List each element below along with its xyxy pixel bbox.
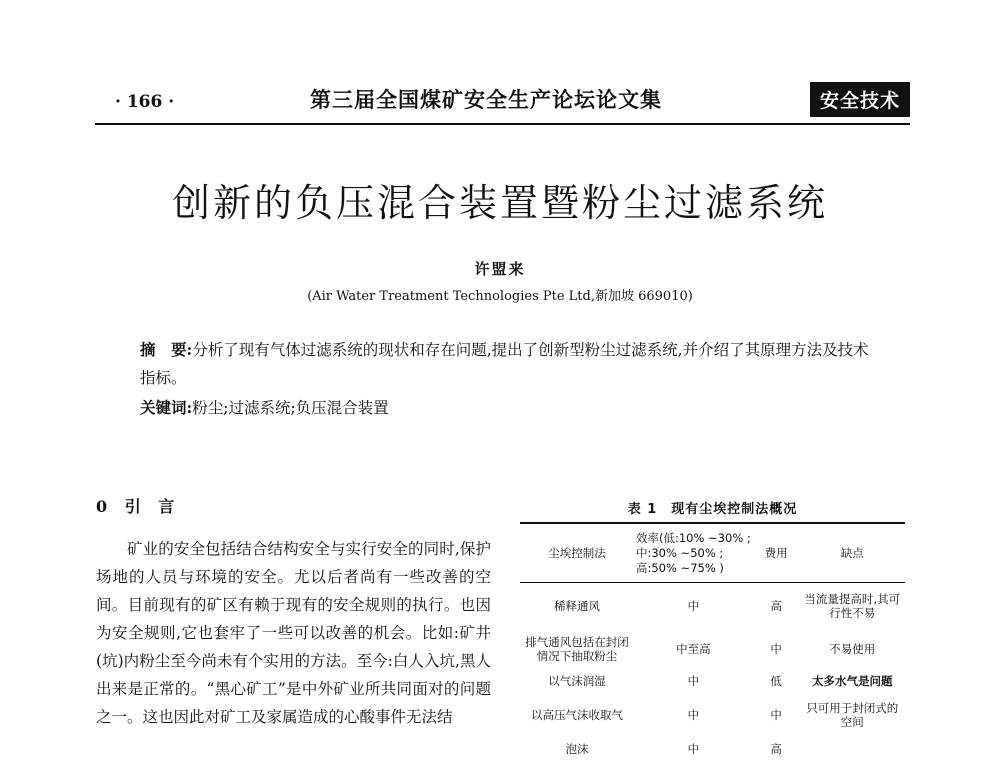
table-row xyxy=(520,693,905,737)
header-cost: 费用 xyxy=(764,545,788,560)
cell-efficiency: 中至高 xyxy=(676,641,711,656)
keywords xyxy=(140,396,880,420)
cell-drawback: 不易使用 xyxy=(829,641,876,656)
table-header-row xyxy=(520,523,905,583)
table-row xyxy=(520,737,905,761)
header-drawback: 缺点 xyxy=(840,545,864,560)
running-title: 第三届全国煤矿安全生产论坛论文集 xyxy=(310,88,662,112)
body-paragraph: 矿业的安全包括结合结构安全与实行安全的同时,保护场地的人员与环境的安全。尤以后者尚有一些改善的空间。目前现有的矿区有赖于现有的安全规则的执行。也因为安全规则,它也套牢了一些可以改善的机会。比如:矿井(坑)内粉尘至今尚未有个实用的方法。至今:白人入坑,黑人出来是正常的。“黑心矿工”是中外矿业所共同面对的问题之一。这也因此对矿工及家属造成的心酸事件无法结 xyxy=(96,540,491,726)
keywords-label: 关键词: xyxy=(140,398,193,417)
cell-efficiency: 中 xyxy=(687,741,700,756)
cell-efficiency: 中 xyxy=(687,673,700,688)
table-caption: 表 1 现有尘埃控制法概况 xyxy=(627,502,798,517)
cell-cost: 低 xyxy=(770,673,782,688)
page-number: · 166 · xyxy=(115,92,175,112)
header-method: 尘埃控制法 xyxy=(548,545,606,560)
cell-method: 排气通风包括在封闭情况下抽取粉尘 xyxy=(525,634,629,663)
cell-efficiency: 中 xyxy=(687,598,700,613)
article-title: 创新的负压混合装置暨粉尘过滤系统 xyxy=(171,181,828,225)
cell-cost: 高 xyxy=(770,598,782,613)
cell-cost: 中 xyxy=(770,707,782,722)
section-badge: 安全技术 xyxy=(810,82,910,117)
abstract-label: 摘 要: xyxy=(140,340,193,359)
cell-method: 稀释通风 xyxy=(553,598,600,613)
cell-cost: 高 xyxy=(770,741,782,756)
cell-drawback: 当流量提高时,其可行性不易 xyxy=(804,591,901,620)
table-row xyxy=(520,583,905,629)
table-row xyxy=(520,669,905,693)
cell-efficiency: 中 xyxy=(687,707,700,722)
cell-method: 以气沫润湿 xyxy=(548,673,606,688)
cell-method: 以高压气沫收取气 xyxy=(530,707,623,722)
abstract xyxy=(140,336,880,392)
keywords-text: 粉尘;过滤系统;负压混合装置 xyxy=(192,399,389,417)
dust-control-table xyxy=(520,522,905,761)
author-affiliation: (Air Water Treatment Technologies Pte Ltd,新加坡 669010) xyxy=(307,289,693,304)
cell-cost: 中 xyxy=(770,641,782,656)
running-header xyxy=(95,82,910,122)
cell-drawback: 太多水气是问题 xyxy=(812,673,893,688)
section-heading: 0 引 言 xyxy=(96,497,181,516)
header-efficiency: 效率(低:10% ~30% ; 中:30% ~50% ; 高:50% ~75% ) xyxy=(635,530,751,575)
table-row xyxy=(520,629,905,669)
header-rule xyxy=(95,123,910,125)
author-name: 许盟来 xyxy=(474,260,526,278)
cell-drawback xyxy=(800,737,906,761)
abstract-text: 分析了现有气体过滤系统的现状和存在问题,提出了创新型粉尘过滤系统,并介绍了其原理方法及技术指标。 xyxy=(140,341,869,387)
cell-method: 泡沫 xyxy=(565,741,589,756)
cell-drawback: 只可用于封闭式的空间 xyxy=(806,700,899,729)
